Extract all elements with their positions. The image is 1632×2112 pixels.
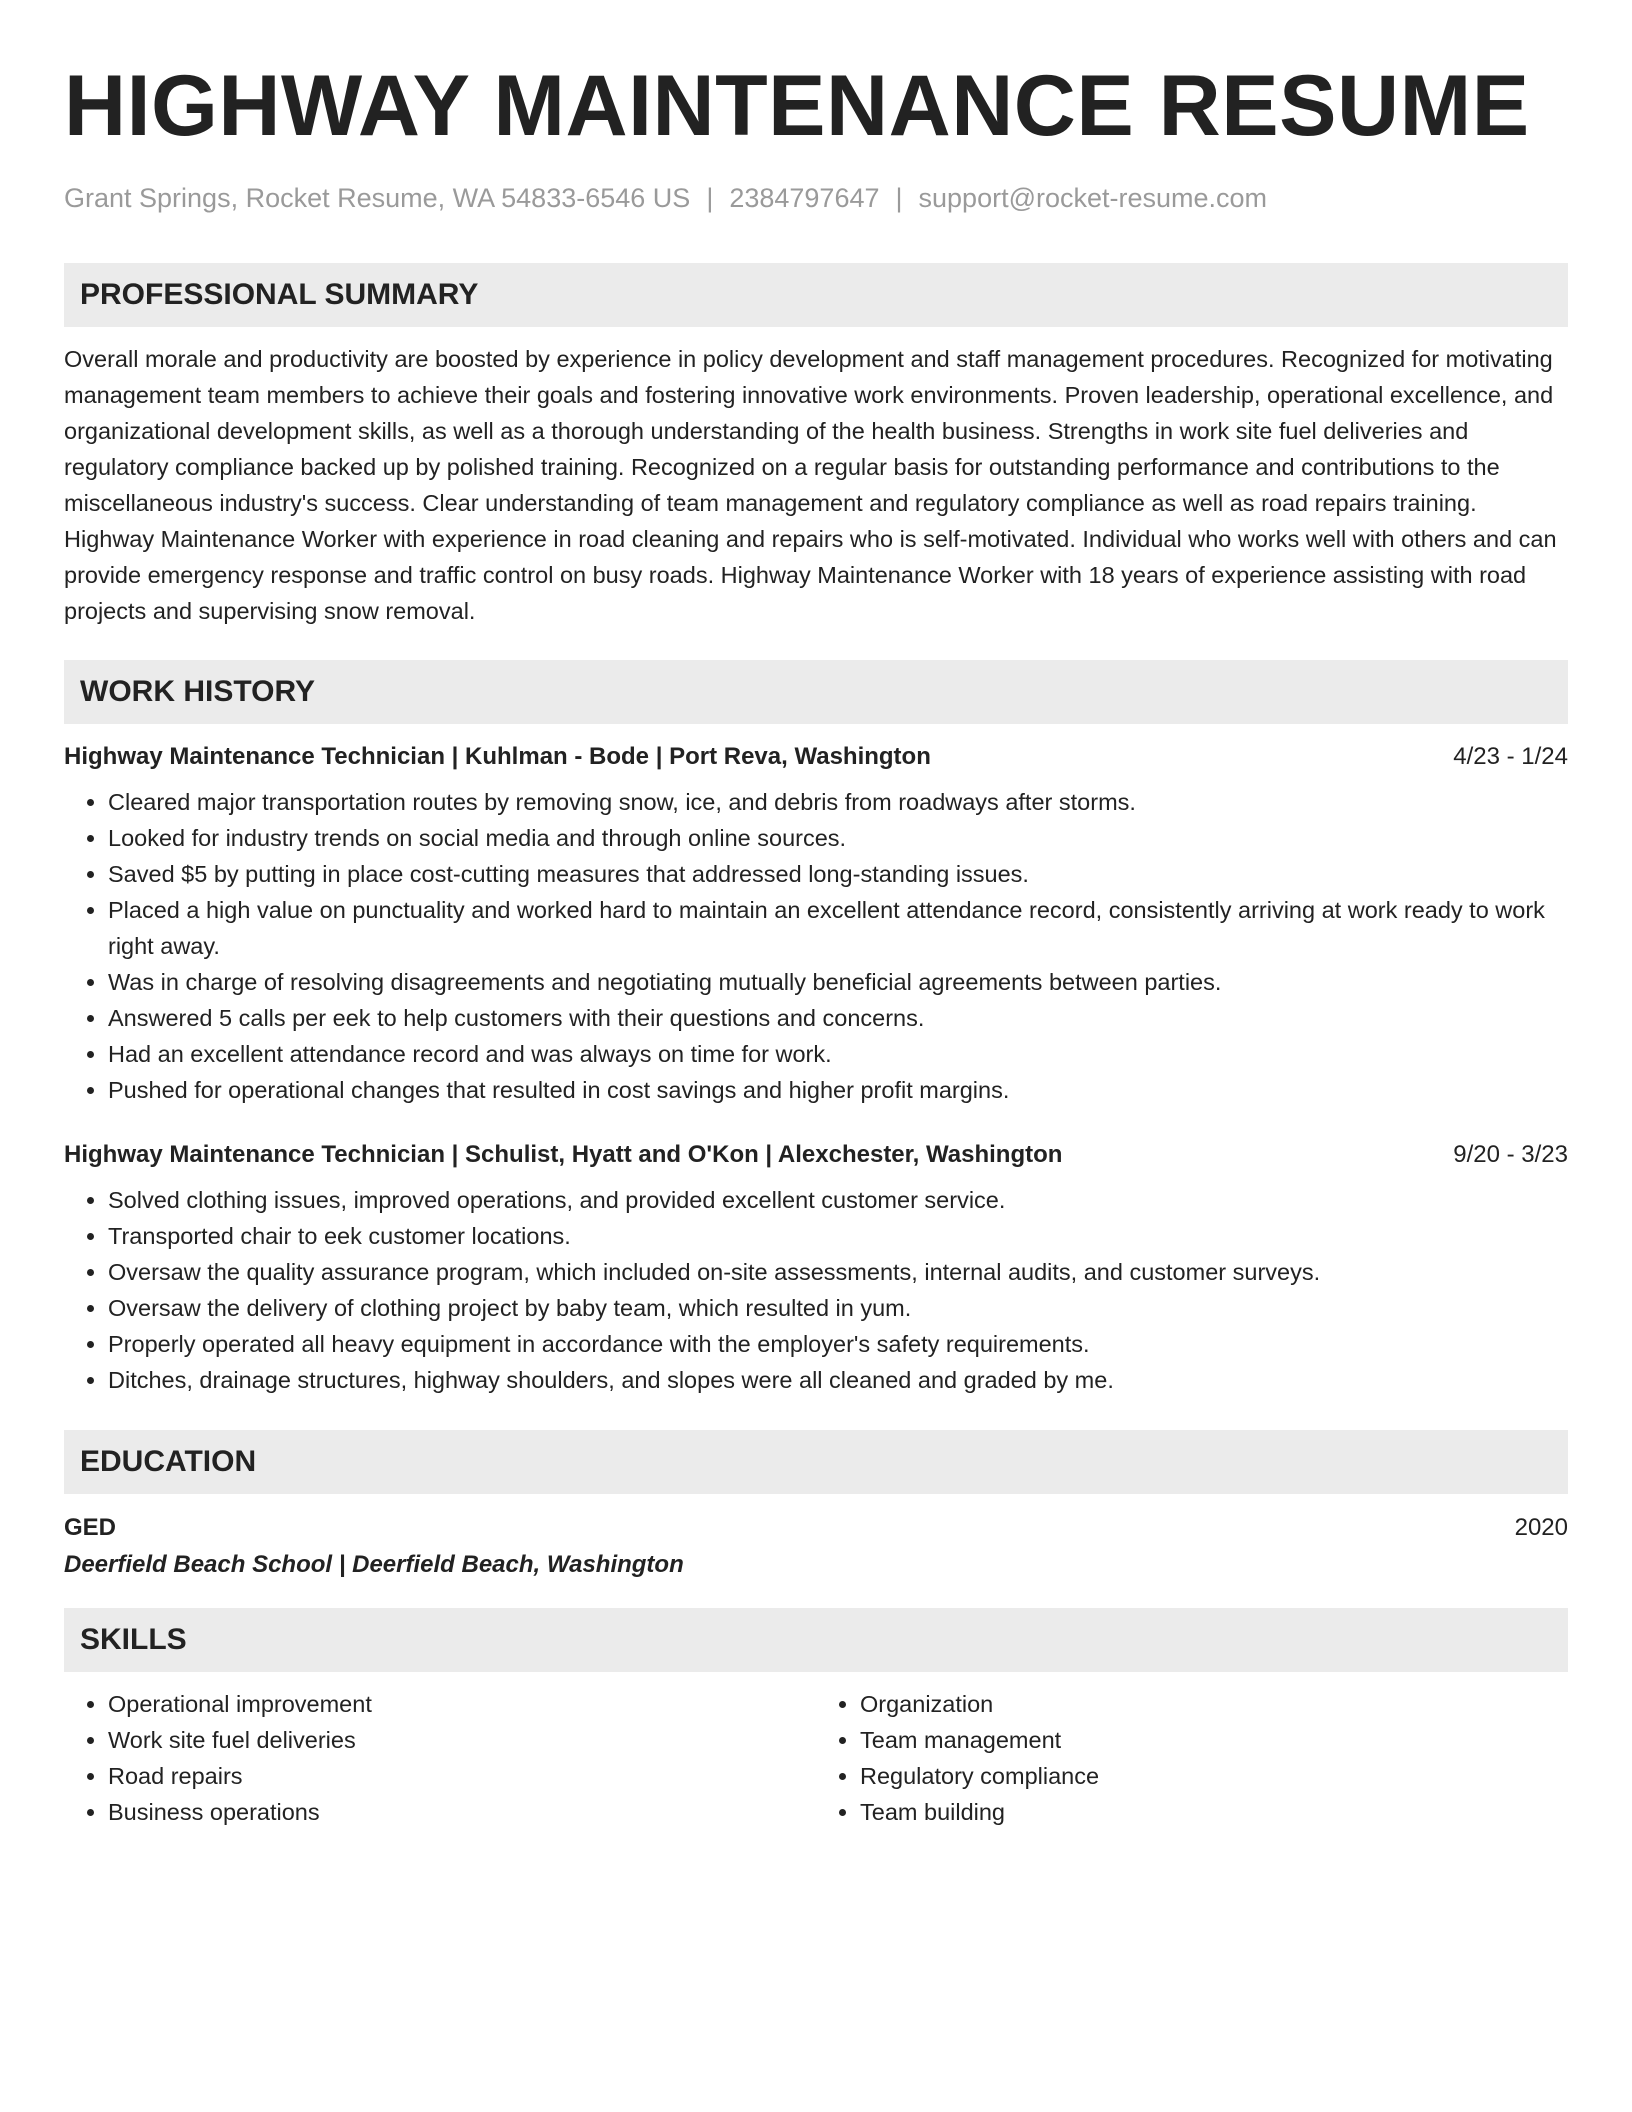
contact-separator: | (706, 183, 714, 213)
job-bullet: • Answered 5 calls per eek to help customers with their questions and concerns. (108, 1000, 1568, 1036)
skills-column-left (64, 1686, 816, 1830)
skills-heading: SKILLS (64, 1608, 1568, 1672)
education-entry (64, 1510, 1568, 1584)
work-history-heading: WORK HISTORY (64, 660, 1568, 724)
job-bullet: • Oversaw the delivery of clothing project by baby team, which resulted in yum. (108, 1290, 1568, 1326)
job-title: Highway Maintenance Technician | Schulist, Hyatt and O'Kon | Alexchester, Washington (64, 1141, 1063, 1168)
job-bullet: • Properly operated all heavy equipment in accordance with the employer's safety requirements. (108, 1326, 1568, 1362)
education-header (64, 1510, 1568, 1546)
job-bullets (64, 1182, 1568, 1398)
education-school: Deerfield Beach School | Deerfield Beach, Washington (64, 1551, 684, 1578)
skill-item: • Team building (860, 1794, 1568, 1830)
job-header (64, 740, 1568, 774)
skill-item: • Organization (860, 1686, 1568, 1722)
job-bullet: • Saved $5 by putting in place cost-cutting measures that addressed long-standing issues. (108, 856, 1568, 892)
skill-item: • Regulatory compliance (860, 1758, 1568, 1794)
job-entry (64, 740, 1568, 1108)
contact-email: support@rocket-resume.com (918, 183, 1268, 213)
job-bullet: • Looked for industry trends on social media and through online sources. (108, 820, 1568, 856)
job-entry (64, 1138, 1568, 1398)
skill-item: • Operational improvement (108, 1686, 816, 1722)
education-degree: GED (64, 1514, 117, 1541)
job-bullet: • Was in charge of resolving disagreements and negotiating mutually beneficial agreements between parties. (108, 964, 1568, 1000)
job-bullets (64, 784, 1568, 1108)
skill-item: • Work site fuel deliveries (108, 1722, 816, 1758)
contact-separator: | (895, 183, 903, 213)
skills-column-right (816, 1686, 1568, 1830)
job-bullet: • Transported chair to eek customer locations. (108, 1218, 1568, 1254)
job-bullet: • Solved clothing issues, improved operations, and provided excellent customer service. (108, 1182, 1568, 1218)
job-bullet: • Placed a high value on punctuality and worked hard to maintain an excellent attendance record, consistently arriving at work ready to work right away. (108, 892, 1568, 964)
job-bullet: • Had an excellent attendance record and was always on time for work. (108, 1036, 1568, 1072)
skill-item: • Road repairs (108, 1758, 816, 1794)
job-header (64, 1138, 1568, 1172)
job-bullet: • Ditches, drainage structures, highway shoulders, and slopes were all cleaned and graded by me. (108, 1362, 1568, 1398)
job-title: Highway Maintenance Technician | Kuhlman - Bode | Port Reva, Washington (64, 743, 931, 770)
job-bullet: • Cleared major transportation routes by removing snow, ice, and debris from roadways after storms. (108, 784, 1568, 820)
job-dates: 9/20 - 3/23 (1453, 1141, 1568, 1168)
job-dates: 4/23 - 1/24 (1453, 743, 1568, 770)
education-heading: EDUCATION (64, 1430, 1568, 1494)
contact-line (64, 182, 1568, 214)
job-bullet: • Pushed for operational changes that resulted in cost savings and higher profit margins. (108, 1072, 1568, 1108)
education-year: 2020 (1514, 1514, 1568, 1541)
contact-address: Grant Springs, Rocket Resume, WA 54833-6546 US (64, 183, 691, 213)
summary-text: Overall morale and productivity are boosted by experience in policy development and staff management procedures. Recognized for motivating management team members to achieve their goals and fostering innovative work environments. Proven leadership, operational excellence, and organizational development skills, as well as a thorough understanding of the health business. Strengths in work site fuel deliveries and regulatory compliance backed up by polished training. Recognized on a regular basis for outstanding performance and contributions to the miscellaneous industry's success. Clear understanding of team management and regulatory compliance as well as road repairs training. Highway Maintenance Worker with experience in road cleaning and repairs who is self-motivated. Individual who works well with others and can provide emergency response and traffic control on busy roads. Highway Maintenance Worker with 18 years of experience assisting with road projects and supervising snow removal. (64, 346, 1557, 624)
summary-heading: PROFESSIONAL SUMMARY (64, 263, 1568, 327)
skill-item: • Business operations (108, 1794, 816, 1830)
job-bullet: • Oversaw the quality assurance program, which included on-site assessments, internal audits, and customer surveys. (108, 1254, 1568, 1290)
skills-list (64, 1686, 1568, 1830)
resume-title: HIGHWAY MAINTENANCE RESUME (64, 58, 1530, 154)
contact-phone: 2384797647 (729, 183, 880, 213)
skill-item: • Team management (860, 1722, 1568, 1758)
